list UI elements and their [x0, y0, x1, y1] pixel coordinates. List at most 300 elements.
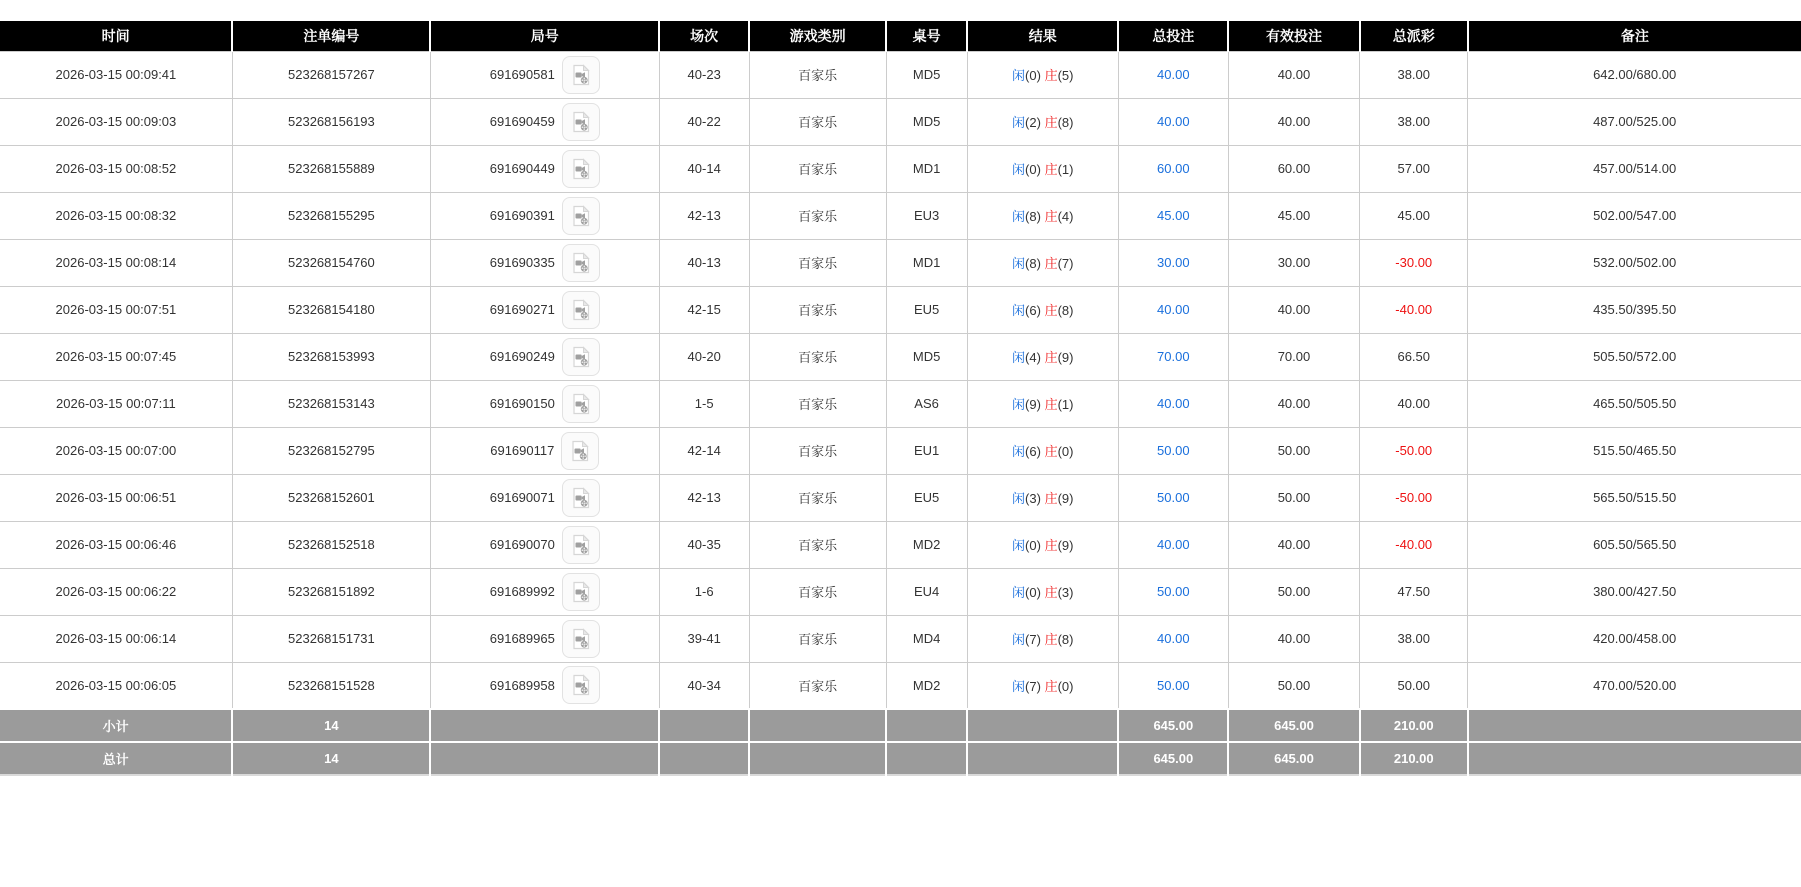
cell-session: 40-20 — [659, 333, 749, 380]
table-row — [0, 145, 1801, 192]
subtotal-empty-cell — [1468, 709, 1801, 742]
cell-time: 2026-03-15 00:06:22 — [0, 568, 232, 615]
cell-result — [967, 98, 1118, 145]
cell-table-no: AS6 — [886, 380, 967, 427]
grand-total-label: 总计 — [0, 742, 232, 775]
cell-remark: 435.50/395.50 — [1468, 286, 1801, 333]
table-body — [0, 51, 1801, 709]
cell-table-no: EU4 — [886, 568, 967, 615]
cell-remark: 457.00/514.00 — [1468, 145, 1801, 192]
cell-total-bet[interactable]: 40.00 — [1118, 615, 1228, 662]
cell-payout: 38.00 — [1360, 51, 1468, 98]
subtotal-row — [0, 709, 1801, 742]
cell-total-bet[interactable]: 40.00 — [1118, 51, 1228, 98]
video-file-icon — [569, 673, 593, 697]
video-replay-button[interactable] — [561, 432, 599, 470]
cell-payout: -50.00 — [1360, 474, 1468, 521]
cell-time: 2026-03-15 00:07:11 — [0, 380, 232, 427]
grand-total-empty-cell — [430, 742, 659, 775]
subtotal-count: 14 — [232, 709, 430, 742]
cell-result — [967, 521, 1118, 568]
cell-bet-id: 523268156193 — [232, 98, 430, 145]
video-file-icon — [569, 627, 593, 651]
result-banker-score: (9) — [1057, 538, 1074, 553]
result-player-score: (7) — [1025, 632, 1041, 647]
cell-table-no: MD2 — [886, 521, 967, 568]
cell-session: 39-41 — [659, 615, 749, 662]
cell-round-id — [430, 521, 659, 568]
col-header-table-no: 桌号 — [886, 21, 967, 51]
cell-round-id — [430, 333, 659, 380]
cell-remark: 465.50/505.50 — [1468, 380, 1801, 427]
cell-time: 2026-03-15 00:07:51 — [0, 286, 232, 333]
result-player-label: 闲 — [1012, 491, 1026, 506]
subtotal-valid-bet: 645.00 — [1228, 709, 1359, 742]
bet-records-table — [0, 21, 1801, 776]
cell-table-no: EU5 — [886, 474, 967, 521]
cell-game-type: 百家乐 — [749, 380, 886, 427]
grand-total-total-bet: 645.00 — [1118, 742, 1228, 775]
video-replay-button[interactable] — [562, 526, 600, 564]
cell-valid-bet: 40.00 — [1228, 521, 1359, 568]
cell-round-id — [430, 145, 659, 192]
table-row — [0, 239, 1801, 286]
cell-bet-id: 523268154180 — [232, 286, 430, 333]
cell-session: 40-34 — [659, 662, 749, 709]
video-file-icon — [568, 439, 592, 463]
cell-session: 42-14 — [659, 427, 749, 474]
table-header — [0, 21, 1801, 51]
result-banker-label: 庄 — [1044, 256, 1058, 271]
col-header-valid-bet: 有效投注 — [1228, 21, 1359, 51]
cell-result — [967, 427, 1118, 474]
result-banker-label: 庄 — [1044, 585, 1058, 600]
grand-total-row — [0, 742, 1801, 775]
cell-payout: 47.50 — [1360, 568, 1468, 615]
result-banker-label: 庄 — [1044, 115, 1058, 130]
cell-remark: 380.00/427.50 — [1468, 568, 1801, 615]
subtotal-empty-cell — [967, 709, 1118, 742]
table-row — [0, 51, 1801, 98]
cell-total-bet[interactable]: 40.00 — [1118, 380, 1228, 427]
cell-bet-id: 523268151892 — [232, 568, 430, 615]
result-banker-label: 庄 — [1044, 68, 1058, 83]
result-player-score: (0) — [1025, 538, 1041, 553]
cell-time: 2026-03-15 00:06:14 — [0, 615, 232, 662]
result-player-label: 闲 — [1012, 678, 1026, 694]
result-player-label: 闲 — [1012, 162, 1026, 177]
cell-valid-bet: 70.00 — [1228, 333, 1359, 380]
cell-bet-id: 523268155295 — [232, 192, 430, 239]
cell-result — [967, 662, 1118, 709]
result-banker-label: 庄 — [1044, 444, 1058, 459]
cell-remark: 470.00/520.00 — [1468, 662, 1801, 709]
cell-total-bet[interactable]: 45.00 — [1118, 192, 1228, 239]
grand-total-empty-cell — [886, 742, 967, 775]
cell-bet-id: 523268152601 — [232, 474, 430, 521]
round-number: 691690335 — [489, 255, 555, 270]
result-banker-score: (1) — [1057, 162, 1074, 177]
video-replay-button[interactable] — [562, 291, 600, 329]
grand-total-payout: 210.00 — [1360, 742, 1468, 775]
video-file-icon — [569, 110, 593, 134]
cell-time: 2026-03-15 00:06:46 — [0, 521, 232, 568]
cell-table-no: MD4 — [886, 615, 967, 662]
subtotal-payout: 210.00 — [1360, 709, 1468, 742]
cell-remark: 532.00/502.00 — [1468, 239, 1801, 286]
video-file-icon — [569, 580, 593, 604]
cell-round-id — [430, 239, 659, 286]
cell-table-no: EU3 — [886, 192, 967, 239]
result-player-score: (4) — [1025, 350, 1041, 365]
cell-session: 40-23 — [659, 51, 749, 98]
cell-total-bet[interactable]: 50.00 — [1118, 427, 1228, 474]
cell-result — [967, 380, 1118, 427]
cell-remark: 642.00/680.00 — [1468, 51, 1801, 98]
cell-time: 2026-03-15 00:07:45 — [0, 333, 232, 380]
result-banker-score: (3) — [1057, 585, 1074, 600]
cell-total-bet[interactable]: 40.00 — [1118, 98, 1228, 145]
cell-game-type: 百家乐 — [749, 662, 886, 709]
cell-game-type: 百家乐 — [749, 427, 886, 474]
result-banker-score: (1) — [1057, 397, 1074, 412]
cell-game-type: 百家乐 — [749, 51, 886, 98]
cell-time: 2026-03-15 00:06:05 — [0, 662, 232, 709]
result-banker-label: 庄 — [1044, 350, 1058, 365]
cell-round-id — [430, 427, 659, 474]
round-number: 691689965 — [489, 631, 555, 646]
cell-remark: 505.50/572.00 — [1468, 333, 1801, 380]
result-banker-score: (7) — [1057, 256, 1074, 271]
cell-round-id — [430, 568, 659, 615]
col-header-bet-id: 注单编号 — [232, 21, 430, 51]
table-row — [0, 521, 1801, 568]
round-number: 691690459 — [489, 114, 555, 129]
cell-table-no: EU1 — [886, 427, 967, 474]
cell-time: 2026-03-15 00:06:51 — [0, 474, 232, 521]
result-banker-score: (9) — [1057, 491, 1074, 506]
cell-valid-bet: 50.00 — [1228, 474, 1359, 521]
cell-session: 40-22 — [659, 98, 749, 145]
result-banker-score: (8) — [1057, 632, 1074, 647]
result-player-label: 闲 — [1012, 303, 1026, 318]
table-row — [0, 286, 1801, 333]
result-player-score: (6) — [1025, 444, 1041, 459]
result-player-score: (7) — [1025, 678, 1041, 694]
col-header-remark: 备注 — [1468, 21, 1801, 51]
cell-valid-bet: 60.00 — [1228, 145, 1359, 192]
cell-payout: 66.50 — [1360, 333, 1468, 380]
col-header-result: 结果 — [967, 21, 1118, 51]
result-player-label: 闲 — [1012, 632, 1026, 647]
result-banker-label: 庄 — [1044, 303, 1058, 318]
cell-payout: -30.00 — [1360, 239, 1468, 286]
cell-bet-id: 523268152795 — [232, 427, 430, 474]
cell-time: 2026-03-15 00:08:52 — [0, 145, 232, 192]
video-replay-button[interactable] — [562, 573, 600, 611]
cell-session: 1-6 — [659, 568, 749, 615]
video-file-icon — [569, 63, 593, 87]
round-number: 691690150 — [489, 396, 555, 411]
cell-result — [967, 51, 1118, 98]
result-player-score: (6) — [1025, 303, 1041, 318]
cell-round-id — [430, 662, 659, 709]
result-player-score: (8) — [1025, 256, 1041, 271]
cell-round-id — [430, 51, 659, 98]
result-player-score: (2) — [1025, 115, 1041, 130]
result-banker-score: (5) — [1057, 68, 1074, 83]
table-row — [0, 427, 1801, 474]
result-player-label: 闲 — [1012, 68, 1026, 83]
cell-round-id — [430, 98, 659, 145]
result-banker-score: (0) — [1057, 444, 1074, 459]
subtotal-empty-cell — [749, 709, 886, 742]
cell-result — [967, 615, 1118, 662]
cell-session: 42-13 — [659, 192, 749, 239]
cell-valid-bet: 40.00 — [1228, 615, 1359, 662]
grand-total-empty-cell — [749, 742, 886, 775]
result-player-label: 闲 — [1012, 115, 1026, 130]
round-number: 691689958 — [489, 677, 555, 693]
cell-round-id — [430, 380, 659, 427]
cell-game-type: 百家乐 — [749, 615, 886, 662]
round-number: 691690117 — [490, 443, 555, 458]
cell-game-type: 百家乐 — [749, 286, 886, 333]
cell-game-type: 百家乐 — [749, 98, 886, 145]
cell-game-type: 百家乐 — [749, 568, 886, 615]
cell-result — [967, 145, 1118, 192]
grand-total-count: 14 — [232, 742, 430, 775]
cell-session: 40-14 — [659, 145, 749, 192]
video-replay-button[interactable] — [562, 150, 600, 188]
result-banker-label: 庄 — [1044, 209, 1058, 224]
cell-valid-bet: 50.00 — [1228, 568, 1359, 615]
round-number: 691690070 — [489, 537, 555, 552]
cell-total-bet[interactable]: 50.00 — [1118, 568, 1228, 615]
cell-payout: 45.00 — [1360, 192, 1468, 239]
cell-bet-id: 523268154760 — [232, 239, 430, 286]
cell-table-no: MD2 — [886, 662, 967, 709]
cell-round-id — [430, 474, 659, 521]
cell-remark: 605.50/565.50 — [1468, 521, 1801, 568]
video-replay-button[interactable] — [562, 479, 600, 517]
cell-session: 40-13 — [659, 239, 749, 286]
cell-result — [967, 286, 1118, 333]
cell-valid-bet: 45.00 — [1228, 192, 1359, 239]
cell-game-type: 百家乐 — [749, 521, 886, 568]
cell-result — [967, 239, 1118, 286]
cell-game-type: 百家乐 — [749, 333, 886, 380]
round-number: 691690271 — [489, 302, 555, 317]
video-file-icon — [569, 157, 593, 181]
cell-time: 2026-03-15 00:09:03 — [0, 98, 232, 145]
table-row — [0, 662, 1801, 709]
result-banker-label: 庄 — [1044, 491, 1058, 506]
grand-total-empty-cell — [1468, 742, 1801, 775]
cell-remark: 487.00/525.00 — [1468, 98, 1801, 145]
cell-total-bet[interactable]: 60.00 — [1118, 145, 1228, 192]
result-player-label: 闲 — [1012, 444, 1026, 459]
cell-bet-id: 523268151731 — [232, 615, 430, 662]
col-header-time: 时间 — [0, 21, 232, 51]
grand-total-empty-cell — [967, 742, 1118, 775]
video-replay-button[interactable] — [562, 385, 600, 423]
result-player-label: 闲 — [1012, 397, 1026, 412]
cell-table-no: MD5 — [886, 98, 967, 145]
col-header-game-type: 游戏类别 — [749, 21, 886, 51]
cell-result — [967, 474, 1118, 521]
cell-round-id — [430, 192, 659, 239]
result-banker-score: (8) — [1057, 303, 1074, 318]
table-row — [0, 98, 1801, 145]
video-replay-button[interactable] — [562, 197, 600, 235]
result-banker-label: 庄 — [1044, 678, 1058, 694]
result-player-score: (0) — [1025, 585, 1041, 600]
cell-bet-id: 523268153993 — [232, 333, 430, 380]
cell-bet-id: 523268152518 — [232, 521, 430, 568]
result-banker-score: (8) — [1057, 115, 1074, 130]
video-replay-button[interactable] — [562, 666, 600, 704]
round-number: 691690581 — [489, 67, 555, 82]
cell-payout: 38.00 — [1360, 615, 1468, 662]
cell-time: 2026-03-15 00:07:00 — [0, 427, 232, 474]
result-banker-label: 庄 — [1044, 397, 1058, 412]
subtotal-empty-cell — [886, 709, 967, 742]
video-file-icon — [569, 392, 593, 416]
table-row — [0, 615, 1801, 662]
result-banker-label: 庄 — [1044, 162, 1058, 177]
cell-payout: 38.00 — [1360, 98, 1468, 145]
video-file-icon — [569, 345, 593, 369]
cell-valid-bet: 40.00 — [1228, 380, 1359, 427]
video-replay-button[interactable] — [562, 620, 600, 658]
result-player-label: 闲 — [1012, 209, 1026, 224]
video-replay-button[interactable] — [562, 244, 600, 282]
cell-payout: -40.00 — [1360, 286, 1468, 333]
grand-total-empty-cell — [659, 742, 749, 775]
cell-payout: 50.00 — [1360, 662, 1468, 709]
result-banker-score: (0) — [1057, 678, 1074, 694]
cell-bet-id: 523268153143 — [232, 380, 430, 427]
cell-valid-bet: 40.00 — [1228, 286, 1359, 333]
cell-total-bet[interactable]: 40.00 — [1118, 286, 1228, 333]
cell-game-type: 百家乐 — [749, 192, 886, 239]
round-number: 691690391 — [489, 208, 555, 223]
cell-time: 2026-03-15 00:09:41 — [0, 51, 232, 98]
round-number: 691689992 — [489, 584, 555, 599]
result-player-label: 闲 — [1012, 350, 1026, 365]
cell-valid-bet: 30.00 — [1228, 239, 1359, 286]
result-player-score: (8) — [1025, 209, 1041, 224]
cell-session: 42-13 — [659, 474, 749, 521]
video-file-icon — [569, 486, 593, 510]
round-number: 691690071 — [489, 490, 555, 505]
grand-total-valid-bet: 645.00 — [1228, 742, 1359, 775]
table-row — [0, 380, 1801, 427]
video-replay-button[interactable] — [562, 103, 600, 141]
cell-valid-bet: 50.00 — [1228, 427, 1359, 474]
result-player-score: (0) — [1025, 162, 1041, 177]
cell-game-type: 百家乐 — [749, 474, 886, 521]
cell-payout: 57.00 — [1360, 145, 1468, 192]
subtotal-label: 小计 — [0, 709, 232, 742]
cell-time: 2026-03-15 00:08:14 — [0, 239, 232, 286]
cell-result — [967, 568, 1118, 615]
result-player-score: (3) — [1025, 491, 1041, 506]
cell-session: 40-35 — [659, 521, 749, 568]
cell-round-id — [430, 615, 659, 662]
result-player-label: 闲 — [1012, 585, 1026, 600]
subtotal-total-bet: 645.00 — [1118, 709, 1228, 742]
cell-valid-bet: 50.00 — [1228, 662, 1359, 709]
cell-result — [967, 192, 1118, 239]
result-player-label: 闲 — [1012, 256, 1026, 271]
cell-valid-bet: 40.00 — [1228, 51, 1359, 98]
table-row — [0, 568, 1801, 615]
cell-result — [967, 333, 1118, 380]
cell-total-bet[interactable]: 70.00 — [1118, 333, 1228, 380]
result-banker-label: 庄 — [1044, 538, 1058, 553]
cell-remark: 515.50/465.50 — [1468, 427, 1801, 474]
cell-table-no: EU5 — [886, 286, 967, 333]
cell-remark: 420.00/458.00 — [1468, 615, 1801, 662]
table-row — [0, 333, 1801, 380]
cell-payout: -40.00 — [1360, 521, 1468, 568]
cell-total-bet[interactable]: 50.00 — [1118, 474, 1228, 521]
cell-valid-bet: 40.00 — [1228, 98, 1359, 145]
cell-session: 42-15 — [659, 286, 749, 333]
col-header-session: 场次 — [659, 21, 749, 51]
cell-payout: 40.00 — [1360, 380, 1468, 427]
video-replay-button[interactable] — [562, 56, 600, 94]
result-banker-score: (9) — [1057, 350, 1074, 365]
cell-bet-id: 523268157267 — [232, 51, 430, 98]
table-row — [0, 474, 1801, 521]
round-number: 691690249 — [489, 349, 555, 364]
cell-table-no: MD1 — [886, 145, 967, 192]
cell-game-type: 百家乐 — [749, 239, 886, 286]
result-player-label: 闲 — [1012, 538, 1026, 553]
subtotal-empty-cell — [659, 709, 749, 742]
cell-bet-id: 523268151528 — [232, 662, 430, 709]
col-header-total-bet: 总投注 — [1118, 21, 1228, 51]
table-row — [0, 192, 1801, 239]
cell-remark: 502.00/547.00 — [1468, 192, 1801, 239]
cell-game-type: 百家乐 — [749, 145, 886, 192]
col-header-round-id: 局号 — [430, 21, 659, 51]
cell-remark: 565.50/515.50 — [1468, 474, 1801, 521]
cell-total-bet[interactable]: 30.00 — [1118, 239, 1228, 286]
result-player-score: (9) — [1025, 397, 1041, 412]
cell-table-no: MD5 — [886, 333, 967, 380]
video-file-icon — [569, 298, 593, 322]
cell-payout: -50.00 — [1360, 427, 1468, 474]
result-player-score: (0) — [1025, 68, 1041, 83]
cell-time: 2026-03-15 00:08:32 — [0, 192, 232, 239]
table-footer — [0, 709, 1801, 775]
cell-session: 1-5 — [659, 380, 749, 427]
video-replay-button[interactable] — [562, 338, 600, 376]
col-header-payout: 总派彩 — [1360, 21, 1468, 51]
subtotal-empty-cell — [430, 709, 659, 742]
cell-total-bet[interactable]: 40.00 — [1118, 521, 1228, 568]
video-file-icon — [569, 204, 593, 228]
round-number: 691690449 — [489, 161, 555, 176]
cell-bet-id: 523268155889 — [232, 145, 430, 192]
cell-table-no: MD1 — [886, 239, 967, 286]
result-banker-label: 庄 — [1044, 632, 1058, 647]
cell-total-bet[interactable]: 50.00 — [1118, 662, 1228, 709]
